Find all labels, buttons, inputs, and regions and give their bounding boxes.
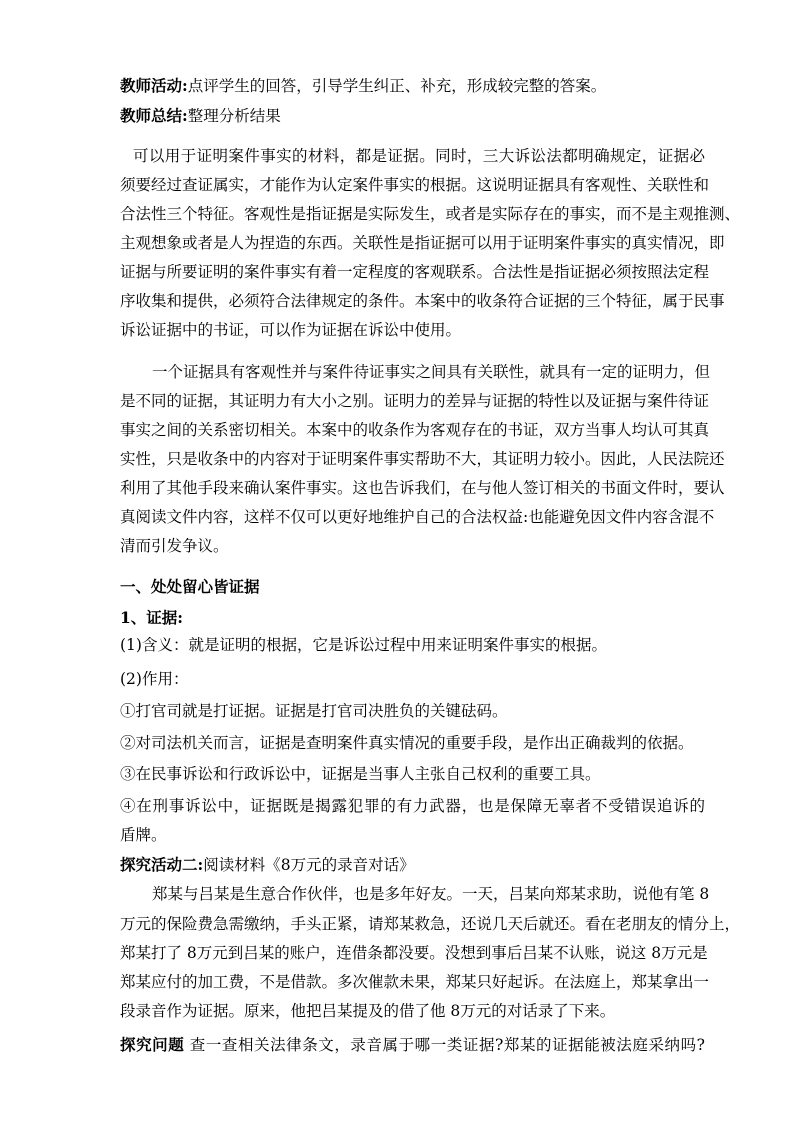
para1-line: 可以用于证明案件事实的材料，都是证据。同时，三大诉讼法都明确规定，证据必 xyxy=(133,147,705,165)
story-line: 郑某打了 8万元到吕某的账户，连借条都没要。没想到事后吕某不认账，说这 8万元是 xyxy=(120,944,708,962)
story-line: 郑某与吕某是生意合作伙伴，也是多年好友。一天，吕某向郑某求助，说他有笔 8 xyxy=(152,885,710,903)
inquiry-question-text: 查一查相关法律条文，录音属于哪一类证据?郑某的证据能被法庭采纳吗? xyxy=(189,1036,705,1054)
teacher-activity-line xyxy=(120,75,705,97)
role-item: ②对司法机关而言，证据是查明案件真实情况的重要手段，是作出正确裁判的依据。 xyxy=(120,734,694,752)
story-line: 万元的保险费急需缴纳，手头正紧，请郑某救急，还说几天后就还。看在老朋友的情分上， xyxy=(120,915,741,933)
teacher-summary-label: 教师总结: xyxy=(120,106,188,125)
para1-line: 序收集和提供，必须符合法律规定的条件。本案中的收条符合证据的三个特征，属于民事 xyxy=(120,292,725,310)
sub-heading: 1、证据: xyxy=(120,608,184,627)
inquiry-question-line xyxy=(120,1034,705,1056)
para1-line: 诉讼证据中的书证，可以作为证据在诉讼中使用。 xyxy=(120,321,462,339)
role-label: (2)作用： xyxy=(120,670,189,688)
teacher-summary-text: 整理分析结果 xyxy=(187,107,281,125)
meaning-line: (1)含义：就是证明的根据，它是诉讼过程中用来证明案件事实的根据。 xyxy=(120,636,607,654)
section-heading: 一、处处留心皆证据 xyxy=(120,577,260,596)
inquiry-activity-line xyxy=(120,854,705,876)
para1-line: 主观想象或者是人为捏造的东西。关联性是指证据可以用于证明案件事实的真实情况，即 xyxy=(120,234,725,252)
para2-line: 利用了其他手段来确认案件事实。这也告诉我们，在与他人签订相关的书面文件时，要认 xyxy=(120,479,725,497)
teacher-summary-line xyxy=(120,105,705,127)
inquiry-question-label: 探究问题 xyxy=(120,1035,185,1054)
para1-line: 合法性三个特征。客观性是指证据是实际发生，或者是实际存在的事实，而不是主观推测、 xyxy=(120,205,741,223)
inquiry-activity-label: 探究活动二: xyxy=(120,855,204,874)
para2-line: 真阅读文件内容，这样不仅可以更好地维护自己的合法权益:也能避免因文件内容含混不 xyxy=(120,508,715,526)
role-item: ③在民事诉讼和行政诉讼中，证据是当事人主张自己权利的重要工具。 xyxy=(120,765,601,783)
para2-line: 实性，只是收条中的内容对于证明案件事实帮助不大，其证明力较小。因此，人民法院还 xyxy=(120,450,725,468)
para2-line: 事实之间的关系密切相关。本案中的收条作为客观存在的书证，双方当事人均认可其真 xyxy=(120,421,710,439)
teacher-activity-text: 点评学生的回答，引导学生纠正、补充，形成较完整的答案。 xyxy=(187,77,607,95)
story-line: 段录音作为证据。原来，他把吕某提及的借了他 8万元的对话录了下来。 xyxy=(120,1002,616,1020)
para2-line: 是不同的证据，其证明力有大小之别。证明力的差异与证据的特性以及证据与案件待证 xyxy=(120,392,710,410)
teacher-activity-label: 教师活动: xyxy=(120,76,188,95)
role-item: 盾牌。 xyxy=(120,826,167,844)
para2-line: 一个证据具有客观性并与案件待证事实之间具有关联性，就具有一定的证明力，但 xyxy=(152,363,711,381)
role-item: ④在刑事诉讼中，证据既是揭露犯罪的有力武器，也是保障无辜者不受错误追诉的 xyxy=(120,797,705,815)
inquiry-activity-text: 阅读材料《8万元的录音对话》 xyxy=(203,856,415,874)
story-line: 郑某应付的加工费，不是借款。多次催款未果，郑某只好起诉。在法庭上，郑某拿出一 xyxy=(120,973,710,991)
para1-line: 须要经过查证属实，才能作为认定案件事实的根据。这说明证据具有客观性、关联性和 xyxy=(120,176,710,194)
para1-line: 证据与所要证明的案件事实有着一定程度的客观联系。合法性是指证据必须按照法定程 xyxy=(120,263,710,281)
para2-line: 清而引发争议。 xyxy=(120,537,229,555)
role-item: ①打官司就是打证据。证据是打官司决胜负的关键砝码。 xyxy=(120,702,508,720)
